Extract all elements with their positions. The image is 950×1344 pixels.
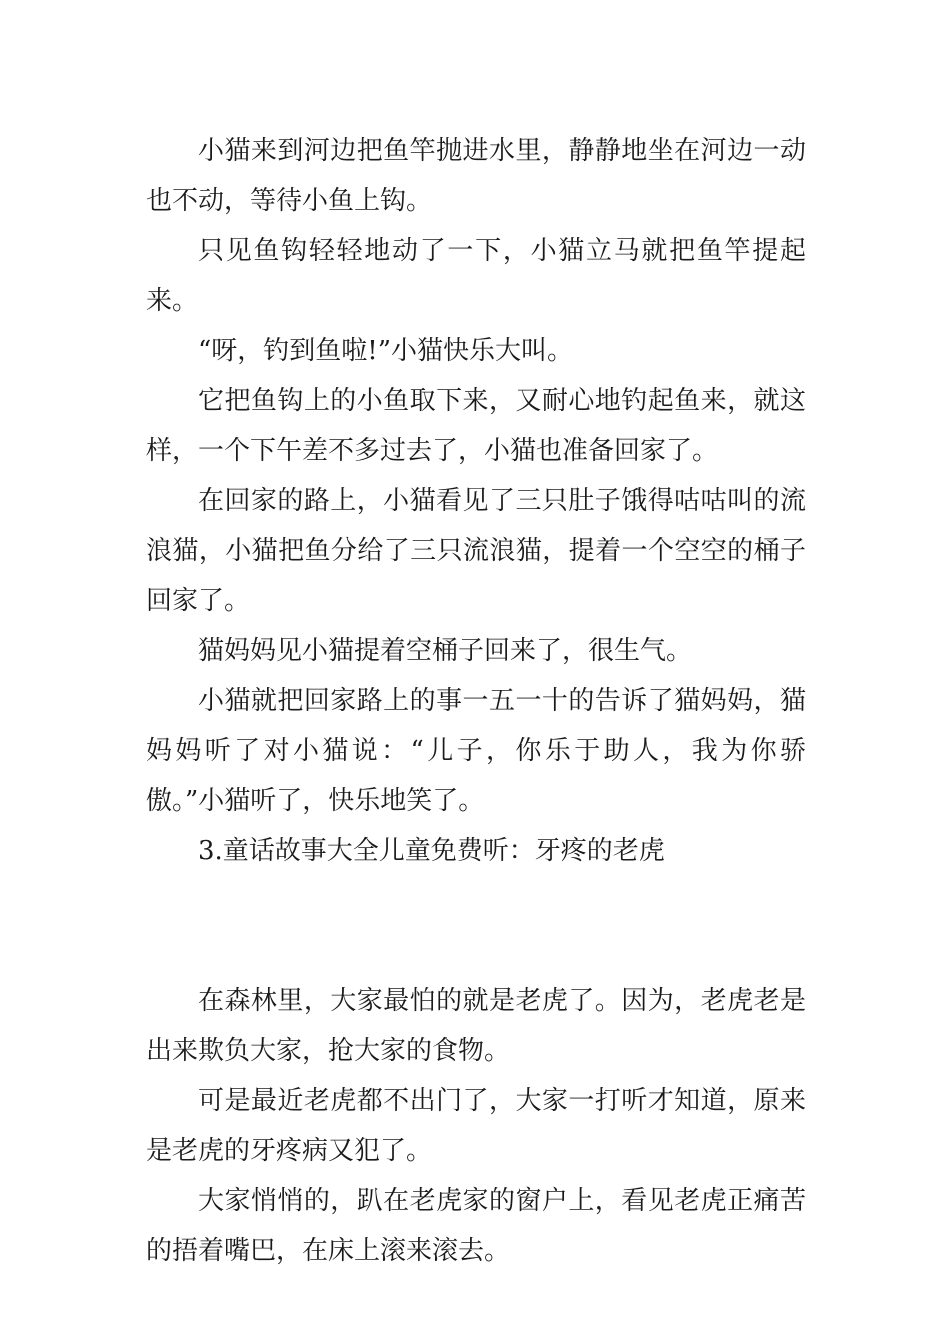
paragraph: 可是最近老虎都不出门了，大家一打听才知道，原来是老虎的牙疼病又犯了。 xyxy=(146,1086,806,1166)
document-page xyxy=(146,126,806,1276)
paragraph: 在回家的路上，小猫看见了三只肚子饿得咕咕叫的流浪猫，小猫把鱼分给了三只流浪猫，提着一个空空的桶子回家了。 xyxy=(146,486,806,616)
paragraph: “呀，钓到鱼啦!”小猫快乐大叫。 xyxy=(198,336,574,366)
paragraph: 小猫就把回家路上的事一五一十的告诉了猫妈妈，猫妈妈听了对小猫说：“儿子，你乐于助人，我为你骄傲。”小猫听了，快乐地笑了。 xyxy=(146,686,806,816)
paragraph: 它把鱼钩上的小鱼取下来，又耐心地钓起鱼来，就这样，一个下午差不多过去了，小猫也准备回家了。 xyxy=(146,386,806,466)
paragraph: 猫妈妈见小猫提着空桶子回来了，很生气。 xyxy=(198,636,693,666)
paragraph: 只见鱼钩轻轻地动了一下，小猫立马就把鱼竿提起来。 xyxy=(146,236,806,316)
section-heading: 3.童话故事大全儿童免费听：牙疼的老虎 xyxy=(198,836,665,866)
paragraph: 大家悄悄的，趴在老虎家的窗户上，看见老虎正痛苦的捂着嘴巴，在床上滚来滚去。 xyxy=(146,1186,806,1266)
paragraph: 在森林里，大家最怕的就是老虎了。因为，老虎老是出来欺负大家，抢大家的食物。 xyxy=(146,986,806,1066)
paragraph: 小猫来到河边把鱼竿抛进水里，静静地坐在河边一动也不动，等待小鱼上钩。 xyxy=(146,136,806,216)
